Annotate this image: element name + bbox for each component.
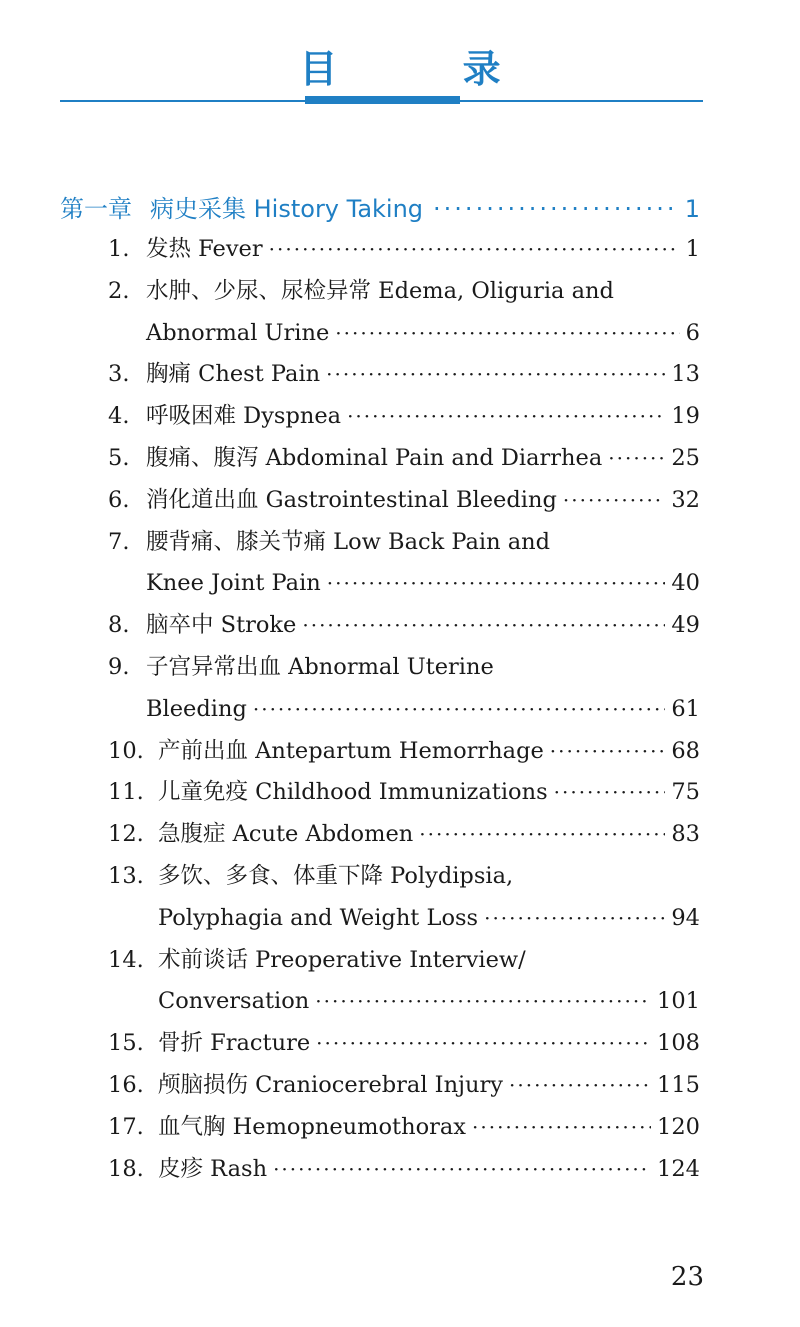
- toc-entry[interactable]: [108, 605, 700, 647]
- entry-title: 呼吸困难 Dyspnea: [146, 403, 342, 430]
- entry-number: 7.: [108, 528, 130, 555]
- entry-page: 120: [657, 1113, 700, 1140]
- entry-number: 6.: [108, 486, 130, 513]
- toc-entry[interactable]: [108, 856, 700, 898]
- entry-page: 6: [685, 319, 700, 346]
- dot-leader: [347, 396, 665, 438]
- dot-leader: [326, 354, 665, 396]
- dot-leader: [302, 605, 665, 647]
- toc-entry[interactable]: [108, 814, 700, 856]
- dot-leader: [253, 689, 666, 731]
- dot-leader: [316, 1023, 651, 1065]
- dot-leader: [563, 480, 665, 522]
- entry-page: 124: [657, 1155, 700, 1182]
- entry-page: 32: [671, 486, 700, 513]
- entry-page: 75: [671, 779, 700, 806]
- toc-entry[interactable]: [108, 522, 700, 564]
- entry-title: 发热 Fever: [146, 236, 263, 262]
- toc-entry[interactable]: [108, 229, 700, 271]
- toc-entry[interactable]: [108, 1149, 700, 1191]
- entry-title: 血气胸 Hemopneumothorax: [158, 1113, 466, 1140]
- entry-page: 68: [671, 737, 700, 764]
- entry-number: 2.: [108, 277, 130, 304]
- entry-number: 1.: [108, 236, 130, 262]
- entry-title: Abnormal Urine: [146, 319, 330, 346]
- entry-number: 8.: [108, 612, 130, 639]
- toc-entry[interactable]: [108, 313, 700, 355]
- dot-leader: [472, 1107, 651, 1149]
- entry-number: 15.: [108, 1030, 144, 1057]
- page-title: 目 录: [299, 47, 557, 91]
- entry-title: 术前谈话 Preoperative Interview/: [158, 946, 526, 973]
- dot-leader: [509, 1065, 651, 1107]
- toc-entry[interactable]: [108, 731, 700, 773]
- entry-page: 108: [657, 1030, 700, 1057]
- toc-entry[interactable]: [108, 271, 700, 313]
- toc-entry[interactable]: [108, 647, 700, 689]
- entry-page: 94: [671, 904, 700, 931]
- entry-title: 脑卒中 Stroke: [146, 612, 297, 639]
- chapter-heading[interactable]: [60, 189, 700, 225]
- toc-entry[interactable]: [108, 898, 700, 940]
- entry-number: 5.: [108, 444, 130, 471]
- entry-page: 40: [671, 570, 700, 597]
- entry-number: 9.: [108, 653, 130, 680]
- entry-title: 多饮、多食、体重下降 Polydipsia,: [158, 862, 514, 889]
- dot-leader: [335, 313, 679, 355]
- dot-leader: [484, 898, 665, 940]
- entry-page: 25: [671, 444, 700, 471]
- dot-leader: [273, 1149, 651, 1191]
- entry-page: 61: [671, 695, 700, 722]
- toc-entry[interactable]: [108, 1023, 700, 1065]
- entry-title: Knee Joint Pain: [146, 570, 321, 597]
- entry-title: 皮疹 Rash: [158, 1155, 268, 1182]
- entry-title: Polyphagia and Weight Loss: [158, 904, 479, 931]
- toc-entry[interactable]: [108, 940, 700, 982]
- toc-entry[interactable]: [108, 438, 700, 480]
- entry-title: 产前出血 Antepartum Hemorrhage: [158, 737, 544, 764]
- entry-title: 颅脑损伤 Craniocerebral Injury: [158, 1071, 503, 1098]
- dot-leader: [269, 229, 680, 271]
- title-underline-accent: [305, 96, 460, 104]
- chapter-page: 1: [684, 195, 700, 223]
- entry-page: 19: [671, 403, 700, 430]
- toc-entry[interactable]: [108, 689, 700, 731]
- page-number: 23: [670, 1262, 704, 1292]
- toc-entry[interactable]: [108, 981, 700, 1023]
- dot-leader: [327, 563, 666, 605]
- entry-page: 83: [671, 821, 700, 848]
- entry-title: 儿童免疫 Childhood Immunizations: [158, 779, 548, 806]
- entry-number: 11.: [108, 779, 144, 806]
- toc-entry[interactable]: [108, 354, 700, 396]
- dot-leader: [550, 731, 666, 773]
- entry-page: 1: [685, 236, 700, 262]
- entry-page: 115: [657, 1071, 700, 1098]
- entry-title: 腹痛、腹泻 Abdominal Pain and Diarrhea: [146, 444, 603, 471]
- toc-entry[interactable]: [108, 563, 700, 605]
- toc-entry[interactable]: [108, 1107, 700, 1149]
- entry-page: 49: [671, 612, 700, 639]
- entry-title: 水肿、少尿、尿检异常 Edema, Oliguria and: [146, 277, 614, 304]
- entry-title: 子宫异常出血 Abnormal Uterine: [146, 653, 494, 680]
- entry-title: 胸痛 Chest Pain: [146, 361, 321, 388]
- entry-number: 16.: [108, 1071, 144, 1098]
- dot-leader: [315, 981, 651, 1023]
- entry-number: 12.: [108, 821, 144, 848]
- dot-leader: [419, 814, 665, 856]
- entry-title: 消化道出血 Gastrointestinal Bleeding: [146, 486, 557, 513]
- dot-leader: [433, 195, 675, 223]
- entry-page: 13: [671, 361, 700, 388]
- entry-number: 4.: [108, 403, 130, 430]
- entry-title: Bleeding: [146, 695, 247, 722]
- entry-number: 17.: [108, 1113, 144, 1140]
- dot-leader: [608, 438, 665, 480]
- chapter-label: 第一章: [60, 195, 132, 223]
- entry-page: 101: [657, 988, 700, 1015]
- toc-entry[interactable]: [108, 480, 700, 522]
- chapter-title: 病史采集 History Taking: [150, 195, 424, 223]
- entry-title: 腰背痛、膝关节痛 Low Back Pain and: [146, 528, 551, 555]
- entry-number: 18.: [108, 1155, 144, 1182]
- entry-title: 急腹症 Acute Abdomen: [158, 821, 414, 848]
- dot-leader: [554, 772, 666, 814]
- entry-title: Conversation: [158, 988, 310, 1015]
- entry-number: 13.: [108, 862, 144, 889]
- toc-entry[interactable]: [108, 396, 700, 438]
- entry-number: 10.: [108, 737, 144, 764]
- toc-entry[interactable]: [108, 1065, 700, 1107]
- entry-number: 14.: [108, 946, 144, 973]
- entry-title: 骨折 Fracture: [158, 1030, 311, 1057]
- toc-list: [108, 229, 700, 1190]
- entry-number: 3.: [108, 361, 130, 388]
- toc-entry[interactable]: [108, 772, 700, 814]
